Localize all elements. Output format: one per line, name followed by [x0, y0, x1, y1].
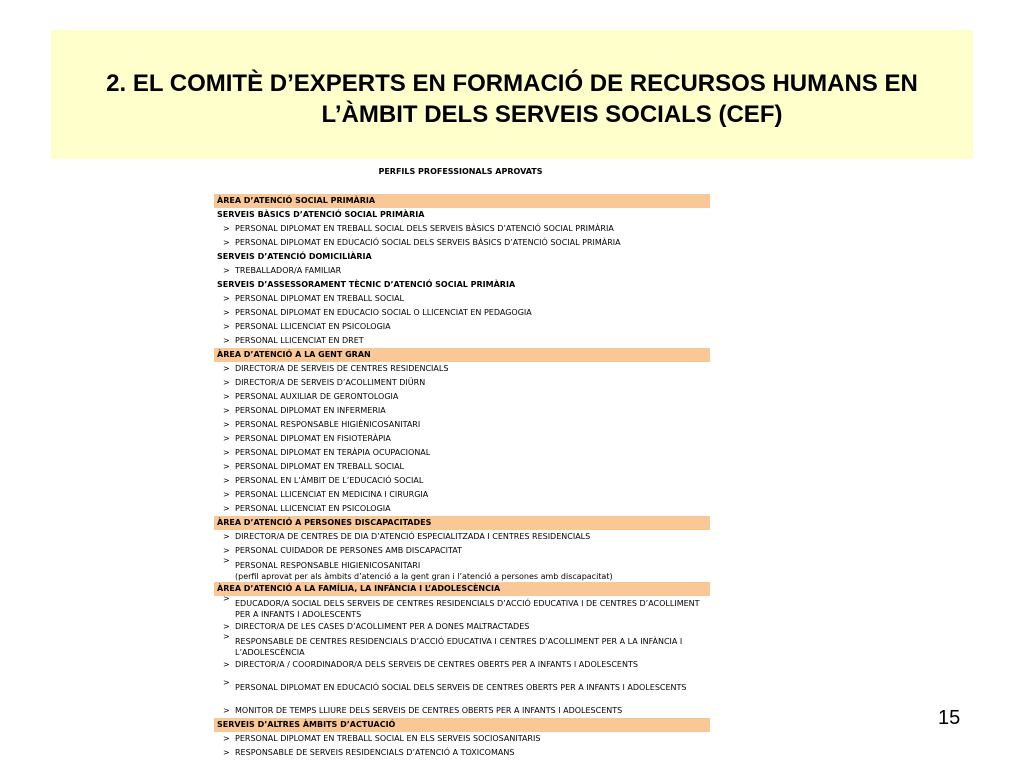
list-item: > DIRECTOR/A / COORDINADOR/A DELS SERVEIS DE CENTRES OBERTS PER A INFANTS I ADOLESCENTS — [214, 658, 710, 676]
bullet-icon: > — [223, 556, 230, 565]
bullet-icon: > — [223, 406, 230, 415]
list-item: > PERSONAL RESPONSABLE HIGIENICOSANITARI (perfil aprovat per als àmbits d’atenció a la gent gran i l’atenció a persones amb discapacitat) — [223, 556, 613, 581]
bullet-icon: > — [223, 622, 230, 631]
bullet-icon: > — [223, 434, 230, 443]
list-item: > DIRECTOR/A DE SERVEIS D’ACOLLIMENT DIÜRN — [214, 376, 710, 390]
list-item: > RESPONSABLE DE CENTRES RESIDENCIALS D’ACCIÓ EDUCATIVA I CENTRES D’ACOLLIMENT PER A LA INFÀNCIA I L’ADOLESCÈNCIA — [223, 632, 683, 657]
service-header: SERVEIS D’ASSESSORAMENT TÈCNIC D’ATENCIÓ SOCIAL PRIMÀRIA — [217, 280, 516, 289]
area-header: ÀREA D’ATENCIÓ A LA FAMÍLIA, LA INFÀNCIA I L’ADOLESCÈNCIA — [214, 582, 710, 596]
profiles-table — [214, 194, 710, 760]
list-item: > PERSONAL DIPLOMAT EN EDUCACIÓ SOCIAL DELS SERVEIS BÀSICS D’ATENCIÓ SOCIAL PRIMÀRIA — [214, 236, 710, 250]
list-item: > PERSONAL LLICENCIAT EN MEDICINA I CIRURGIA — [214, 488, 710, 502]
bullet-icon: > — [223, 336, 230, 345]
list-item: > PERSONAL DIPLOMAT EN EDUCACIÓ SOCIAL DELS SERVEIS DE CENTRES OBERTS PER A INFANTS I ADOLESCENTS — [223, 678, 687, 692]
area-header: SERVEIS D’ALTRES ÀMBITS D’ACTUACIÓ — [214, 718, 710, 732]
bullet-icon: > — [223, 678, 230, 687]
service-header: SERVEIS D’ATENCIÓ DOMICILIÀRIA — [217, 252, 372, 261]
bullet-icon: > — [223, 294, 230, 303]
bullet-icon: > — [223, 748, 230, 757]
bullet-icon: > — [223, 322, 230, 331]
bullet-icon: > — [223, 594, 230, 603]
list-item: > RESPONSABLE DE SERVEIS RESIDENCIALS D’ATENCIÓ A TOXICOMANS — [214, 746, 710, 760]
list-item: > PERSONAL AUXILIAR DE GERONTOLOGIA — [214, 390, 710, 404]
list-item: > PERSONAL LLICENCIAT EN PSICOLOGIA — [214, 502, 710, 516]
list-item: > PERSONAL DIPLOMAT EN TERÀPIA OCUPACIONAL — [214, 446, 710, 460]
bullet-icon: > — [223, 476, 230, 485]
list-item: > PERSONAL LLICENCIAT EN PSICOLOGIA — [214, 320, 710, 334]
bullet-icon: > — [223, 224, 230, 233]
list-item: > PERSONAL DIPLOMAT EN TREBALL SOCIAL DELS SERVEIS BÀSICS D’ATENCIÓ SOCIAL PRIMÀRIA — [214, 222, 710, 236]
list-item: > PERSONAL DIPLOMAT EN EDUCACIO SOCIAL O LLICENCIAT EN PEDAGOGIA — [214, 306, 710, 320]
bullet-icon: > — [223, 632, 230, 641]
list-item: > PERSONAL DIPLOMAT EN TREBALL SOCIAL — [214, 292, 710, 306]
area-header: ÀREA D’ATENCIÓ A PERSONES DISCAPACITADES — [214, 516, 710, 530]
service-header: SERVEIS BÀSICS D’ATENCIÓ SOCIAL PRIMÀRIA — [217, 210, 425, 219]
list-item: > PERSONAL DIPLOMAT EN INFERMERIA — [214, 404, 710, 418]
bullet-icon: > — [223, 734, 230, 743]
slide-title-line-2: L’ÀMBIT DELS SERVEIS SOCIALS (CEF) — [321, 101, 783, 128]
bullet-icon: > — [223, 706, 230, 715]
list-item: > PERSONAL LLICENCIAT EN DRET — [214, 334, 710, 348]
bullet-icon: > — [223, 238, 230, 247]
list-item: > DIRECTOR/A DE CENTRES DE DIA D’ATENCIÓ ESPECIALITZADA I CENTRES RESIDENCIALS — [214, 530, 710, 544]
bullet-icon: > — [223, 532, 230, 541]
bullet-icon: > — [223, 266, 230, 275]
list-item: > EDUCADOR/A SOCIAL DELS SERVEIS DE CENTRES RESIDENCIALS D’ACCIÓ EDUCATIVA I DE CENTRES D’ACOLLIMENT PER A INFANTS I ADOLESCENTS — [223, 594, 700, 619]
slide-title-line-1: 2. EL COMITÈ D’EXPERTS EN FORMACIÓ DE RECURSOS HUMANS EN — [106, 70, 918, 97]
bullet-icon: > — [223, 448, 230, 457]
area-header: ÀREA D’ATENCIÓ SOCIAL PRIMÀRIA — [214, 194, 710, 208]
title-banner — [51, 30, 973, 159]
bullet-icon: > — [223, 364, 230, 373]
list-item: > PERSONAL CUIDADOR DE PERSONES AMB DISCAPACITAT — [214, 544, 710, 558]
table-heading: PERFILS PROFESSIONALS APROVATS — [378, 167, 543, 176]
area-header: ÀREA D’ATENCIÓ A LA GENT GRAN — [214, 348, 710, 362]
list-item: > DIRECTOR/A DE SERVEIS DE CENTRES RESIDENCIALS — [214, 362, 710, 376]
bullet-icon: > — [223, 392, 230, 401]
bullet-icon: > — [223, 420, 230, 429]
list-item: > PERSONAL DIPLOMAT EN TREBALL SOCIAL EN ELS SERVEIS SOCIOSANITARIS — [214, 732, 710, 746]
list-item: > TREBALLADOR/A FAMILIAR — [214, 264, 710, 278]
list-item: > PERSONAL DIPLOMAT EN FISIOTERÀPIA — [214, 432, 710, 446]
bullet-icon: > — [223, 378, 230, 387]
bullet-icon: > — [223, 462, 230, 471]
bullet-icon: > — [223, 504, 230, 513]
bullet-icon: > — [223, 546, 230, 555]
bullet-icon: > — [223, 660, 230, 669]
list-item: > PERSONAL EN L’ÀMBIT DE L’EDUCACIÓ SOCIAL — [214, 474, 710, 488]
list-item: > DIRECTOR/A DE LES CASES D’ACOLLIMENT PER A DONES MALTRACTADES — [214, 620, 710, 634]
list-item: > PERSONAL DIPLOMAT EN TREBALL SOCIAL — [214, 460, 710, 474]
bullet-icon: > — [223, 308, 230, 317]
bullet-icon: > — [223, 490, 230, 499]
page-number: 15 — [938, 707, 961, 729]
list-item: > MONITOR DE TEMPS LLIURE DELS SERVEIS DE CENTRES OBERTS PER A INFANTS I ADOLESCENTS — [214, 704, 710, 718]
list-item: > PERSONAL RESPONSABLE HIGIÈNICOSANITARI — [214, 418, 710, 432]
